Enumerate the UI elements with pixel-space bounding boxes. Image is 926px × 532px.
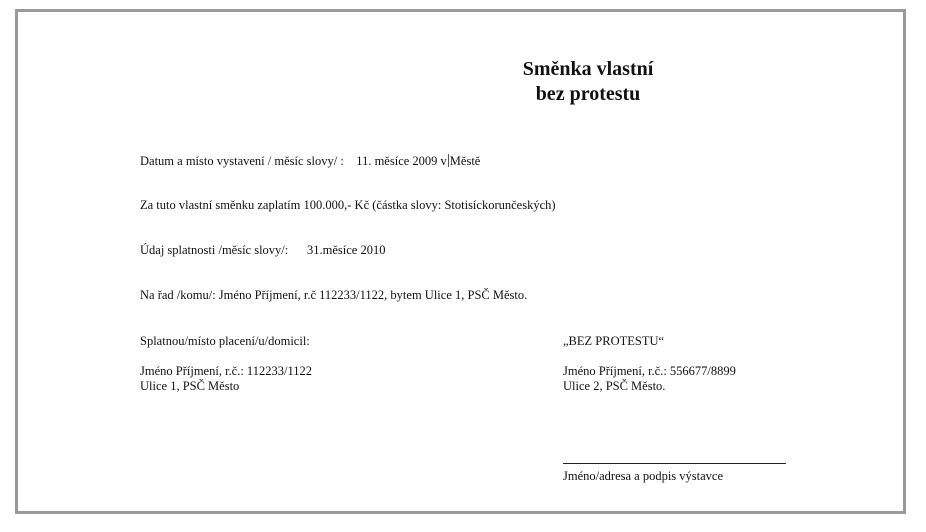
domicile-label: Splatnou/místo placení/u/domicil:: [140, 334, 310, 348]
issuer-address: Ulice 2, PSČ Město.: [563, 379, 666, 393]
protest-label: „BEZ PROTESTU“: [563, 334, 665, 348]
due-date-value: 31.měsíce 2010: [307, 243, 386, 257]
due-date-line: [140, 243, 385, 258]
due-date-label: Údaj splatnosti /měsíc slovy/:: [140, 243, 289, 257]
title-line-1: Směnka vlastní: [522, 58, 654, 80]
issue-date-value: 11. měsíce 2009 v: [356, 154, 447, 168]
payee-line: Na řad /komu/: Jméno Příjmení, r.č 112233/1122, bytem Ulice 1, PSČ Město.: [140, 288, 528, 302]
domicile-name: Jméno Příjmení, r.č.: 112233/1122: [140, 364, 312, 378]
text-cursor: [448, 154, 449, 167]
payment-line: Za tuto vlastní směnku zaplatím 100.000,- Kč (částka slovy: Stotisíckorunčeských): [140, 198, 556, 212]
issue-place-value: Městě: [449, 154, 481, 168]
signature-caption: Jméno/adresa a podpis výstavce: [563, 469, 724, 483]
document-page: [15, 9, 906, 514]
issuer-name: Jméno Příjmení, r.č.: 556677/8899: [563, 364, 736, 378]
issue-date-label: Datum a místo vystavení / měsíc slovy/ :: [140, 154, 344, 168]
issue-date-line: [140, 154, 480, 169]
domicile-address: Ulice 1, PSČ Město: [140, 379, 240, 393]
document-title: [438, 57, 738, 107]
title-line-2: bez protestu: [535, 83, 641, 105]
signature-line: [563, 463, 786, 464]
